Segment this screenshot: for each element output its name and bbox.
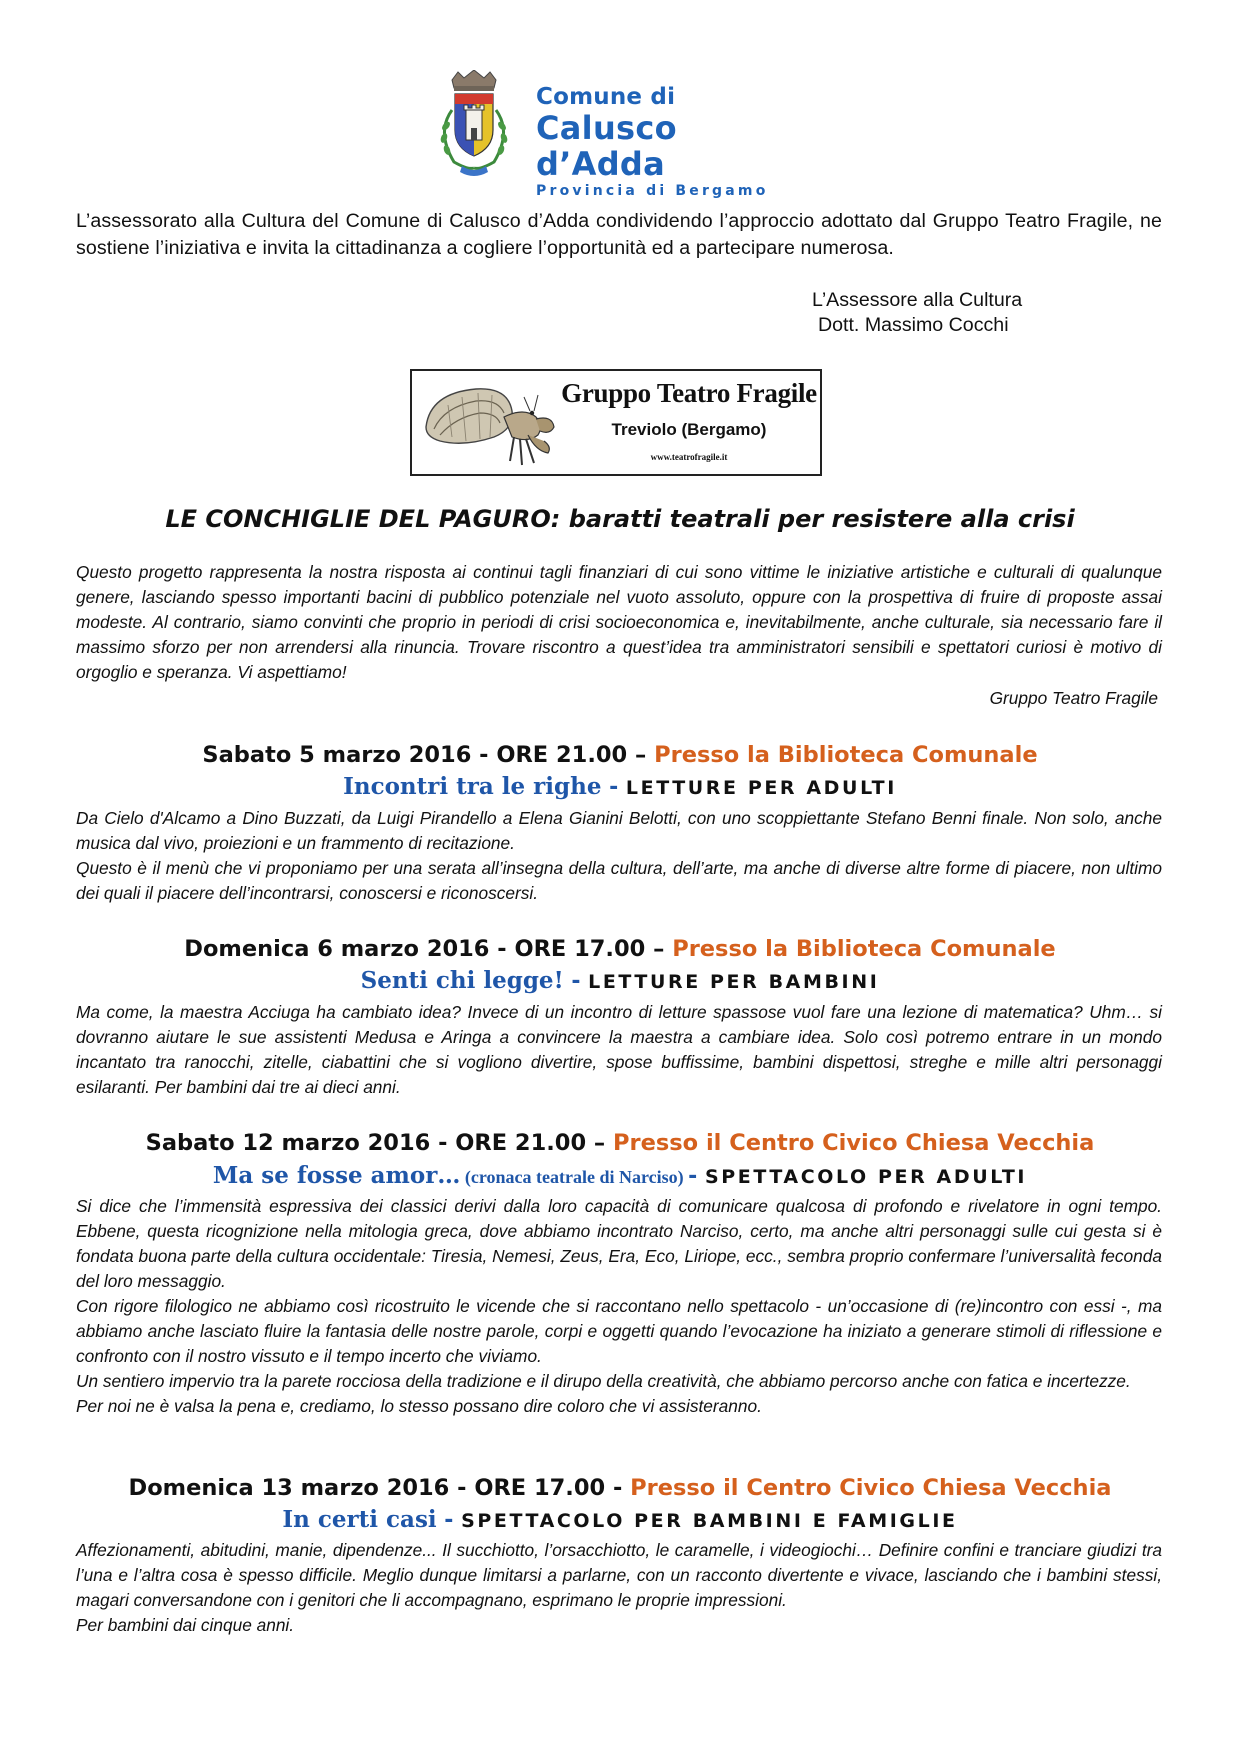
event-2-genre: LETTURE PER BAMBINI	[588, 971, 880, 993]
event-3-genre: SPETTACOLO PER ADULTI	[704, 1166, 1028, 1188]
event-3-subheader	[0, 1160, 1240, 1195]
event-3-venue: Presso il Centro Civico Chiesa Vecchia	[613, 1130, 1095, 1156]
event-4-genre: SPETTACOLO PER BAMBINI E FAMIGLIE	[461, 1510, 958, 1532]
comune-line2: Calusco d’Adda	[536, 109, 677, 183]
event-3-date: Sabato 12 marzo 2016 - ORE 21.00 –	[145, 1130, 614, 1156]
event-4-description	[76, 1538, 1162, 1638]
event-1-date: Sabato 5 marzo 2016 - ORE 21.00 –	[202, 742, 655, 768]
assessore-signature	[812, 288, 1022, 338]
comune-line3: Provincia di Bergamo	[536, 183, 769, 199]
event-3-header	[0, 1128, 1240, 1158]
event-3-paragraph-3: Un sentiero impervio tra la parete rocciosa della tradizione e il dirupo della creatività, che abbiamo percorso anche con fatica e incertezze.	[76, 1371, 1131, 1391]
event-3-separator: -	[688, 1164, 705, 1189]
project-description: Questo progetto rappresenta la nostra risposta ai continui tagli finanziari di cui sono vittime le iniziative artistiche e culturali di qualunque genere, lasciando spesso importanti bacini di pubblico potenziale nel vuoto assoluto, oppure con la prospettiva di fruire di proposte assai modeste. Al contrario, siamo convinti che proprio in periodi di crisi socioeconomica e, inevitabilmente, anche culturale, sia necessario fare il massimo sforzo per non arrendersi alla rinuncia. Trovare riscontro a quest’idea tra amministratori sensibili e spettatori curiosi è motivo di orgoglio e speranza. Vi aspettiamo!	[76, 562, 1162, 682]
event-2-venue: Presso la Biblioteca Comunale	[672, 936, 1056, 962]
event-1-paragraph-2: Questo è il menù che vi proponiamo per una serata all’insegna della cultura, dell’arte, ma anche di diverse altre forme di piacere, non ultimo dei quali il piacere dell’incontrarsi, conoscersi e riconoscersi.	[76, 858, 1162, 903]
event-1-paragraph-1: Da Cielo d'Alcamo a Dino Buzzati, da Luigi Pirandello a Elena Gianini Belotti, con uno scoppiettante Stefano Benni finale. Non solo, anche musica dal vivo, proiezioni e un frammento di recitazione.	[76, 808, 1162, 853]
coat-of-arms-icon	[428, 70, 520, 178]
event-3-paragraph-1: Si dice che l’immensità espressiva dei classici derivi dalla loro capacità di comunicare qualcosa di profondo e rivelatore in ogni tempo. Ebbene, questa ricognizione nella mitologia greca, dove abbiamo incontrato Narciso, certo, ma anche altri personaggi sulle cui gesta si è fondata buona parte della cultura occidentale: Tiresia, Nemesi, Zeus, Era, Eco, Liriope, ecc., sembra proprio confermare l’universalità feconda del loro messaggio.	[76, 1196, 1162, 1291]
event-4-subheader	[0, 1504, 1240, 1539]
fragile-place: Treviolo (Bergamo)	[611, 420, 767, 439]
event-2-description	[76, 1000, 1162, 1100]
event-4-venue: Presso il Centro Civico Chiesa Vecchia	[630, 1475, 1112, 1501]
event-1-venue: Presso la Biblioteca Comunale	[654, 742, 1038, 768]
event-3-paragraph-4: Per noi ne è valsa la pena e, crediamo, lo stesso possano dire coloro che vi assisteranno.	[76, 1396, 762, 1416]
event-2-date: Domenica 6 marzo 2016 - ORE 17.00 –	[184, 936, 673, 962]
event-2-paragraph-1: Ma come, la maestra Acciuga ha cambiato idea? Invece di un incontro di letture spassose vuol fare una lezione di matematica? Uhm… si dovranno aiutare le sue assistenti Medusa e Aringa a convincere la maestra a cambiare idea. Solo così potremo entrare in un mondo incantato tra ranocchi, zitelle, ciabattini che si vogliono divertire, spose buffissime, bambini dispettosi, streghe e mille altri personaggi esilaranti. Per bambini dai tre ai dieci anni.	[76, 1002, 1162, 1097]
event-1-title: Incontri tra le righe	[343, 773, 602, 800]
event-4-date: Domenica 13 marzo 2016 - ORE 17.00 -	[128, 1475, 631, 1501]
comune-logo	[428, 70, 808, 199]
event-1-genre: LETTURE PER ADULTI	[625, 777, 897, 799]
project-signature: Gruppo Teatro Fragile	[989, 688, 1158, 708]
event-2-separator: -	[563, 969, 589, 994]
event-3-description	[76, 1194, 1162, 1419]
fragile-url: www.teatrofragile.it	[650, 452, 728, 462]
event-4-paragraph-2: Per bambini dai cinque anni.	[76, 1615, 295, 1635]
comune-line1: Comune di	[536, 84, 676, 110]
event-3-paragraph-2: Con rigore filologico ne abbiamo così ricostruito le vicende che si raccontano nello spettacolo - un’occasione di (re)incontro con essi -, ma abbiamo anche lasciato fluire la fantasia delle nostre parole, corpi e oggetti quando l’evocazione ha iniziato a generare stimoli di riflessione e confronto con il nostro vissuto e il tempo incerto che viviamo.	[76, 1296, 1162, 1366]
signature-role: L’Assessore alla Cultura	[812, 289, 1023, 311]
event-3-title: Ma se fosse amor…	[212, 1162, 461, 1189]
fragile-title: Gruppo Teatro Fragile	[561, 378, 817, 408]
event-3-subtitle: (cronaca teatrale di Narciso)	[460, 1167, 689, 1187]
event-1-subheader	[0, 771, 1240, 806]
hermit-crab-icon	[420, 377, 560, 471]
event-2-header	[0, 934, 1240, 964]
event-4-separator: -	[436, 1508, 462, 1533]
event-1-separator: -	[601, 775, 626, 800]
event-4-header	[0, 1473, 1240, 1503]
signature-name: Dott. Massimo Cocchi	[818, 314, 1009, 336]
event-1-header	[0, 740, 1240, 770]
event-2-subheader	[0, 965, 1240, 1000]
teatro-fragile-logo	[410, 369, 822, 476]
comune-wordmark	[536, 84, 808, 200]
intro-paragraph: L’assessorato alla Cultura del Comune di Calusco d’Adda condividendo l’approccio adottato dal Gruppo Teatro Fragile, ne sostiene l’iniziativa e invita la cittadinanza a cogliere l’opportunità ed a partecipare numerosa.	[76, 210, 1162, 259]
event-1-description	[76, 806, 1162, 906]
page-title: LE CONCHIGLIE DEL PAGURO: baratti teatrali per resistere alla crisi	[165, 505, 1075, 533]
event-4-title: In certi casi	[282, 1506, 437, 1533]
event-4-paragraph-1: Affezionamenti, abitudini, manie, dipendenze... Il succhiotto, l’orsacchiotto, le caramelle, i videogiochi… Definire confini e tranciare giudizi tra l’una e l’altra cosa è spesso difficile. Meglio dunque limitarsi a parlarne, con un racconto divertente e vivace, lasciando che i bambini stessi, magari conversandone con i genitori che li accompagnano, esprimano le proprie impressioni.	[76, 1540, 1162, 1610]
event-2-title: Senti chi legge!	[360, 967, 564, 994]
